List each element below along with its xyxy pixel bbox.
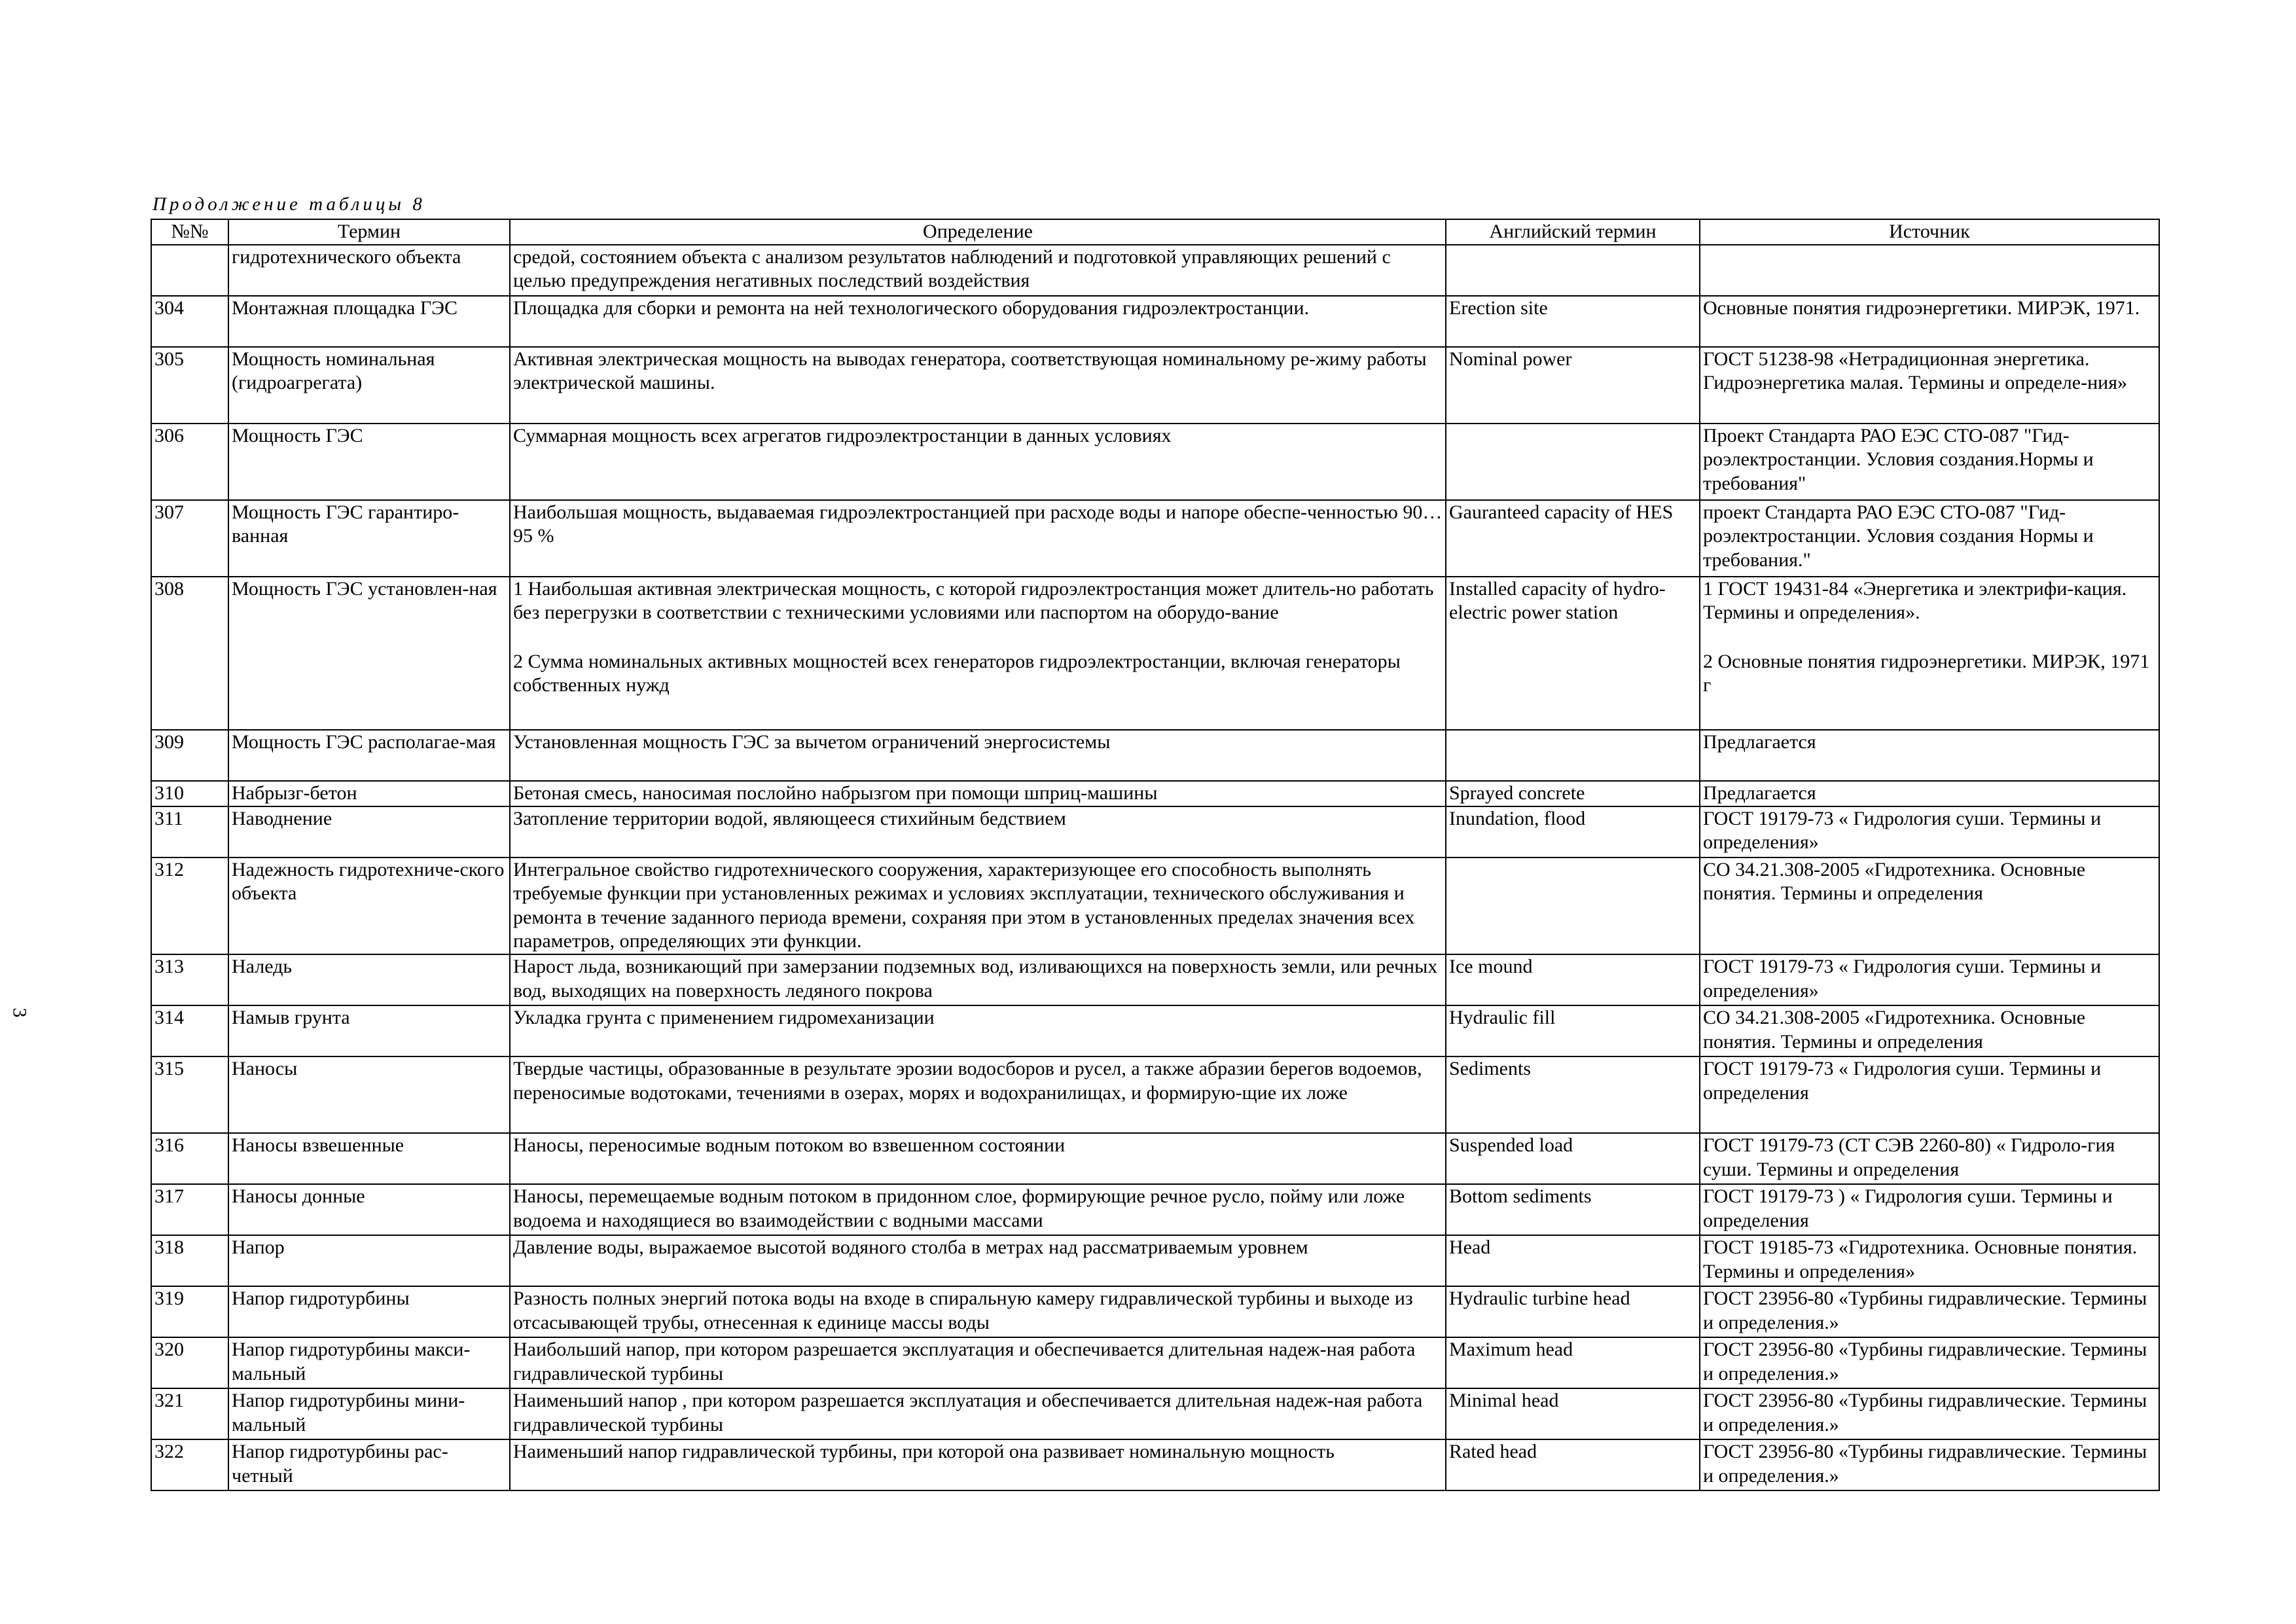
row-definition: средой, состоянием объекта с анализом результатов наблюдений и подготовкой управляющих решений с целью предупреждения негативных последствий воздействия	[510, 245, 1446, 296]
row-num: 306	[151, 424, 228, 500]
paragraph-gap	[1703, 625, 2156, 650]
row-source: СО 34.21.308-2005 «Гидротехника. Основные понятия. Термины и определения	[1700, 1005, 2159, 1056]
row-definition: Наносы, переносимые водным потоком во взвешенном состоянии	[510, 1133, 1446, 1184]
row-num: 310	[151, 781, 228, 806]
row-num: 317	[151, 1184, 228, 1235]
row-source: Предлагается	[1700, 781, 2159, 806]
row-num: 316	[151, 1133, 228, 1184]
row-english: Head	[1446, 1235, 1700, 1286]
row-num: 311	[151, 806, 228, 857]
table-row	[151, 1133, 2159, 1184]
row-source: ГОСТ 23956-80 «Турбины гидравлические. Термины и определения.»	[1700, 1337, 2159, 1388]
row-english: Inundation, flood	[1446, 806, 1700, 857]
row-definition: Давление воды, выражаемое высотой водяного столба в метрах над рассматриваемым уровнем	[510, 1235, 1446, 1286]
table-row	[151, 500, 2159, 577]
table-row	[151, 806, 2159, 857]
row-english: Sediments	[1446, 1056, 1700, 1133]
row-source: ГОСТ 19179-73 « Гидрология суши. Термины и определения»	[1700, 954, 2159, 1005]
header-definition: Определение	[510, 219, 1446, 245]
row-num: 319	[151, 1286, 228, 1337]
definition-part-2: 2 Сумма номинальных активных мощностей всех генераторов гидроэлектростанции, включая генераторы собственных нужд	[513, 650, 1401, 696]
table-header-row	[151, 219, 2159, 245]
row-num: 309	[151, 730, 228, 781]
row-english	[1446, 424, 1700, 500]
row-source: ГОСТ 19179-73 ) « Гидрология суши. Термины и определения	[1700, 1184, 2159, 1235]
row-english: Hydraulic turbine head	[1446, 1286, 1700, 1337]
row-definition	[510, 577, 1446, 730]
header-english: Английский термин	[1446, 219, 1700, 245]
row-definition: Твердые частицы, образованные в результате эрозии водосборов и русел, а также абразии берегов водоемов, переносимые водотоками, течениями в озерах, морях и водохранилищах, и формирую-щие их ложе	[510, 1056, 1446, 1133]
row-english	[1446, 730, 1700, 781]
table-row	[151, 954, 2159, 1005]
table-row	[151, 296, 2159, 347]
row-source: Проект Стандарта РАО ЕЭС СТО-087 "Гид-роэлектростанции. Условия создания.Нормы и требования"	[1700, 424, 2159, 500]
row-term: Намыв грунта	[228, 1005, 510, 1056]
row-source: проект Стандарта РАО ЕЭС СТО-087 "Гид-роэлектростанции. Условия создания Нормы и требования."	[1700, 500, 2159, 577]
row-source: СО 34.21.308-2005 «Гидротехника. Основные понятия. Термины и определения	[1700, 857, 2159, 954]
table-caption: Продолжение таблицы 8	[152, 194, 425, 215]
row-english: Hydraulic fill	[1446, 1005, 1700, 1056]
row-num: 313	[151, 954, 228, 1005]
row-definition: Разность полных энергий потока воды на входе в спиральную камеру гидравлической турбины и выходе из отсасывающей трубы, отнесенная к единице массы воды	[510, 1286, 1446, 1337]
row-num: 320	[151, 1337, 228, 1388]
row-term: гидротехнического объекта	[228, 245, 510, 296]
row-source	[1700, 577, 2159, 730]
row-source: Предлагается	[1700, 730, 2159, 781]
table-row	[151, 1439, 2159, 1490]
row-english: Installed capacity of hydro-electric power station	[1446, 577, 1700, 730]
row-term: Монтажная площадка ГЭС	[228, 296, 510, 347]
terms-table	[151, 219, 2160, 1491]
table-row	[151, 1388, 2159, 1439]
row-term: Мощность ГЭС установлен-ная	[228, 577, 510, 730]
table-row	[151, 781, 2159, 806]
row-term: Мощность ГЭС гарантиро-ванная	[228, 500, 510, 577]
row-definition: Установленная мощность ГЭС за вычетом ограничений энергосистемы	[510, 730, 1446, 781]
row-definition: Укладка грунта с применением гидромеханизации	[510, 1005, 1446, 1056]
paragraph-gap	[513, 625, 1443, 650]
row-term: Наносы взвешенные	[228, 1133, 510, 1184]
table-row	[151, 1056, 2159, 1133]
row-english: Bottom sediments	[1446, 1184, 1700, 1235]
row-english: Sprayed concrete	[1446, 781, 1700, 806]
row-definition: Бетоная смесь, наносимая послойно набрызгом при помощи шприц-машины	[510, 781, 1446, 806]
row-num	[151, 245, 228, 296]
table-row	[151, 245, 2159, 296]
row-term: Наносы	[228, 1056, 510, 1133]
row-definition: Затопление территории водой, являющееся стихийным бедствием	[510, 806, 1446, 857]
table-row	[151, 1005, 2159, 1056]
row-term: Надежность гидротехниче-ского объекта	[228, 857, 510, 954]
row-num: 305	[151, 347, 228, 424]
row-source	[1700, 245, 2159, 296]
row-term: Мощность ГЭС	[228, 424, 510, 500]
row-english: Ice mound	[1446, 954, 1700, 1005]
row-num: 312	[151, 857, 228, 954]
row-num: 307	[151, 500, 228, 577]
source-part-2: 2 Основные понятия гидроэнергетики. МИРЭК, 1971 г	[1703, 650, 2150, 696]
row-term: Наледь	[228, 954, 510, 1005]
header-term: Термин	[228, 219, 510, 245]
row-source: ГОСТ 51238-98 «Нетрадиционная энергетика. Гидроэнергетика малая. Термины и определе-ния»	[1700, 347, 2159, 424]
row-english	[1446, 857, 1700, 954]
table-row	[151, 1235, 2159, 1286]
row-definition: Наибольшая мощность, выдаваемая гидроэлектростанцией при расходе воды и напоре обеспе-ченностью 90…95 %	[510, 500, 1446, 577]
row-english: Maximum head	[1446, 1337, 1700, 1388]
table-row	[151, 424, 2159, 500]
row-english: Erection site	[1446, 296, 1700, 347]
row-definition: Нарост льда, возникающий при замерзании подземных вод, изливающихся на поверхность земли, или речных вод, выходящих на поверхность ледяного покрова	[510, 954, 1446, 1005]
row-term: Мощность номинальная (гидроагрегата)	[228, 347, 510, 424]
row-num: 322	[151, 1439, 228, 1490]
row-source: ГОСТ 23956-80 «Турбины гидравлические. Термины и определения.»	[1700, 1286, 2159, 1337]
row-source: ГОСТ 19179-73 « Гидрология суши. Термины и определения	[1700, 1056, 2159, 1133]
row-source: ГОСТ 23956-80 «Турбины гидравлические. Термины и определения.»	[1700, 1439, 2159, 1490]
header-source: Источник	[1700, 219, 2159, 245]
row-term: Мощность ГЭС располагае-мая	[228, 730, 510, 781]
header-num: №№	[151, 219, 228, 245]
row-source: ГОСТ 19179-73 « Гидрология суши. Термины и определения»	[1700, 806, 2159, 857]
row-source: ГОСТ 19179-73 (СТ СЭВ 2260-80) « Гидроло-гия суши. Термины и определения	[1700, 1133, 2159, 1184]
row-definition: Суммарная мощность всех агрегатов гидроэлектростанции в данных условиях	[510, 424, 1446, 500]
row-definition: Наносы, перемещаемые водным потоком в придонном слое, формирующие речное русло, пойму или ложе водоема и находящиеся во взаимодействии с водными массами	[510, 1184, 1446, 1235]
row-num: 315	[151, 1056, 228, 1133]
page-number: 3	[9, 1007, 31, 1018]
row-source: ГОСТ 19185-73 «Гидротехника. Основные понятия. Термины и определения»	[1700, 1235, 2159, 1286]
row-term: Напор гидротурбины рас-четный	[228, 1439, 510, 1490]
row-num: 321	[151, 1388, 228, 1439]
row-english: Minimal head	[1446, 1388, 1700, 1439]
row-source: ГОСТ 23956-80 «Турбины гидравлические. Термины и определения.»	[1700, 1388, 2159, 1439]
table-row	[151, 857, 2159, 954]
row-definition: Наибольший напор, при котором разрешается эксплуатация и обеспечивается длительная надеж-ная работа гидравлической турбины	[510, 1337, 1446, 1388]
table-row	[151, 347, 2159, 424]
row-definition: Площадка для сборки и ремонта на ней технологического оборудования гидроэлектростанции.	[510, 296, 1446, 347]
row-num: 304	[151, 296, 228, 347]
row-term: Напор гидротурбины макси-мальный	[228, 1337, 510, 1388]
table-row	[151, 1286, 2159, 1337]
row-term: Набрызг-бетон	[228, 781, 510, 806]
row-english: Gauranteed capacity of HES	[1446, 500, 1700, 577]
row-term: Напор	[228, 1235, 510, 1286]
row-num: 308	[151, 577, 228, 730]
table-row	[151, 577, 2159, 730]
row-english: Nominal power	[1446, 347, 1700, 424]
table-row	[151, 1337, 2159, 1388]
row-english	[1446, 245, 1700, 296]
row-num: 318	[151, 1235, 228, 1286]
row-definition: Наименьший напор , при котором разрешается эксплуатация и обеспечивается длительная надеж-ная работа гидравлической турбины	[510, 1388, 1446, 1439]
source-part-1: 1 ГОСТ 19431-84 «Энергетика и электрифи-кация. Термины и определения».	[1703, 577, 2127, 624]
row-source: Основные понятия гидроэнергетики. МИРЭК, 1971.	[1700, 296, 2159, 347]
row-definition: Активная электрическая мощность на выводах генератора, соответствующая номинальному ре-жиму работы электрической машины.	[510, 347, 1446, 424]
row-definition: Наименьший напор гидравлической турбины, при которой она развивает номинальную мощность	[510, 1439, 1446, 1490]
table-row	[151, 730, 2159, 781]
row-term: Напор гидротурбины	[228, 1286, 510, 1337]
row-definition: Интегральное свойство гидротехнического сооружения, характеризующее его способность выполнять требуемые функции при установленных режимах и условиях эксплуатации, технического обслуживания и ремонта в течение заданного периода времени, сохраняя при этом в установленных пределах значения всех параметров, определяющих эти функции.	[510, 857, 1446, 954]
row-term: Наносы донные	[228, 1184, 510, 1235]
row-term: Наводнение	[228, 806, 510, 857]
row-term: Напор гидротурбины мини-мальный	[228, 1388, 510, 1439]
definition-part-1: 1 Наибольшая активная электрическая мощность, с которой гидроэлектростанция может длитель-но работать без перегрузки в соответствии с техническими условиями или паспортом на оборудо-вание	[513, 577, 1434, 624]
row-num: 314	[151, 1005, 228, 1056]
row-english: Suspended load	[1446, 1133, 1700, 1184]
table-row	[151, 1184, 2159, 1235]
row-english: Rated head	[1446, 1439, 1700, 1490]
